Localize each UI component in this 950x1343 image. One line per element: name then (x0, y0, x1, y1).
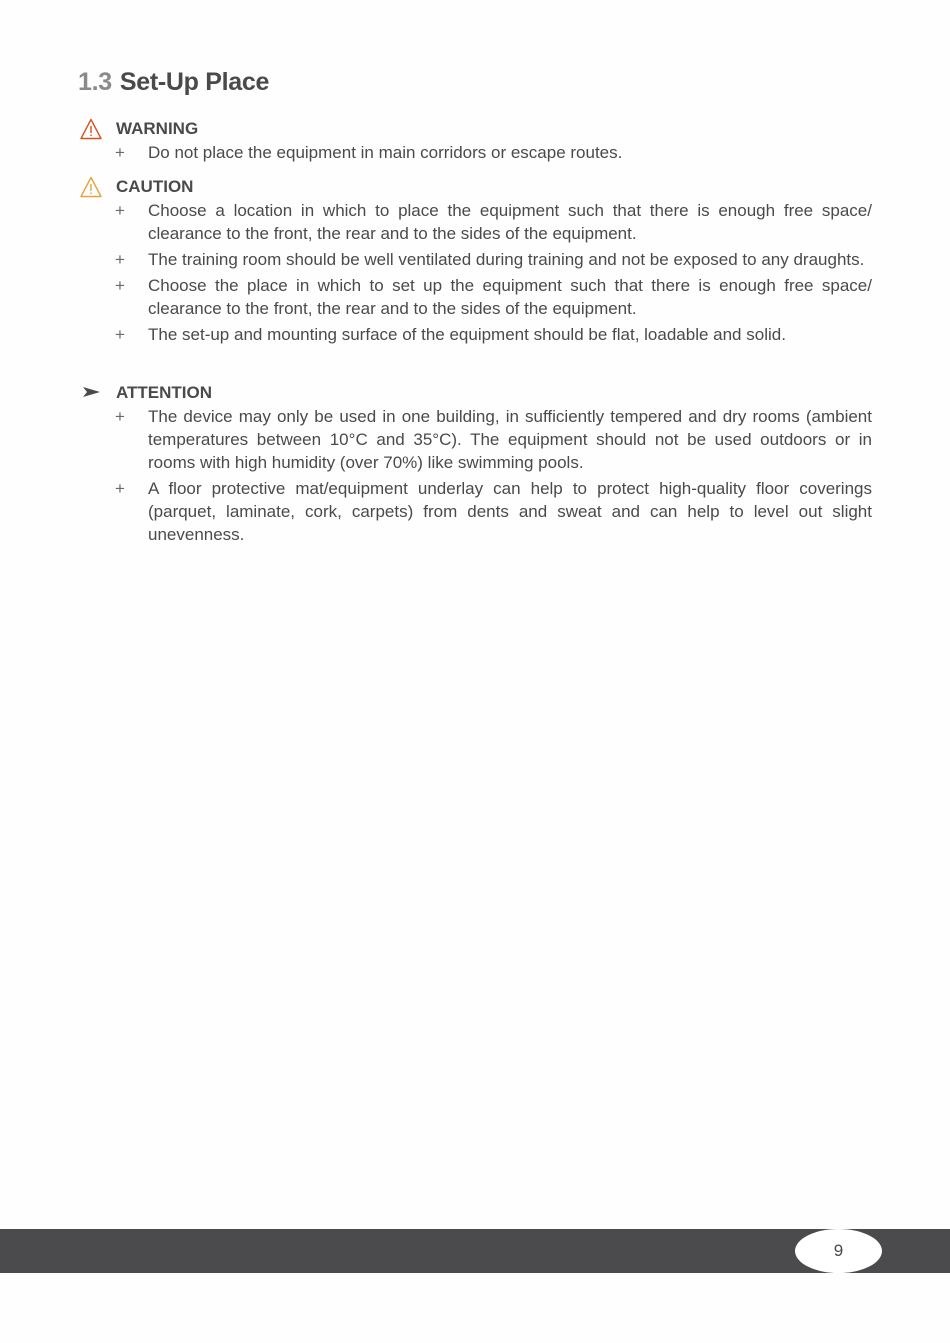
caution-list (78, 199, 872, 346)
caution-section (78, 175, 872, 349)
list-item (78, 323, 872, 346)
attention-list (78, 405, 872, 546)
warning-triangle-icon (80, 118, 102, 140)
plus-bullet-icon: + (115, 407, 125, 426)
attention-heading (78, 381, 872, 405)
item-text: Choose a location in which to place the equipment such that there is enough free space/ clearance to the front, the rear and to the sides of the equipment. (148, 201, 872, 243)
caution-heading (78, 175, 872, 199)
section-number: 1.3 (78, 68, 112, 96)
plus-bullet-icon: + (115, 276, 125, 295)
page-number-text: 9 (833, 1241, 844, 1260)
warning-label: WARNING (116, 119, 199, 138)
attention-section (78, 381, 872, 549)
list-item (78, 141, 872, 164)
item-text: A floor protective mat/equipment underlay can help to protect high-quality floor coverings (parquet, laminate, cork, carpets) from dents and sweat and can help to level out slight unevenness. (148, 479, 872, 544)
plus-bullet-icon: + (115, 201, 125, 220)
caution-label: CAUTION (116, 177, 194, 196)
page-number (795, 1229, 882, 1273)
item-text: Choose the place in which to set up the equipment such that there is enough free space/ clearance to the front, the rear and to the sides of the equipment. (148, 276, 872, 318)
list-item (78, 274, 872, 320)
list-item (78, 405, 872, 474)
page-title (78, 68, 269, 97)
attention-label: ATTENTION (116, 383, 213, 402)
plus-bullet-icon: + (115, 250, 125, 269)
warning-list (78, 141, 872, 164)
item-text: The training room should be well ventilated during training and not be exposed to any draughts. (148, 250, 865, 269)
warning-section (78, 117, 872, 167)
plus-bullet-icon: + (115, 479, 125, 498)
warning-heading (78, 117, 872, 141)
caution-triangle-icon (80, 176, 102, 198)
plus-bullet-icon: + (115, 325, 125, 344)
plus-bullet-icon: + (115, 143, 125, 162)
item-text: The device may only be used in one building, in sufficiently tempered and dry rooms (ambient temperatures between 10°C and 35°C). The equipment should not be used outdoors or in rooms with high humidity (over 70%) like swimming pools. (148, 407, 872, 472)
list-item (78, 199, 872, 245)
item-text: The set-up and mounting surface of the equipment should be flat, loadable and solid. (148, 325, 786, 344)
section-title: Set-Up Place (119, 68, 270, 96)
pointer-arrow-icon (80, 382, 102, 404)
list-item (78, 477, 872, 546)
item-text: Do not place the equipment in main corridors or escape routes. (148, 143, 623, 162)
list-item (78, 248, 872, 271)
